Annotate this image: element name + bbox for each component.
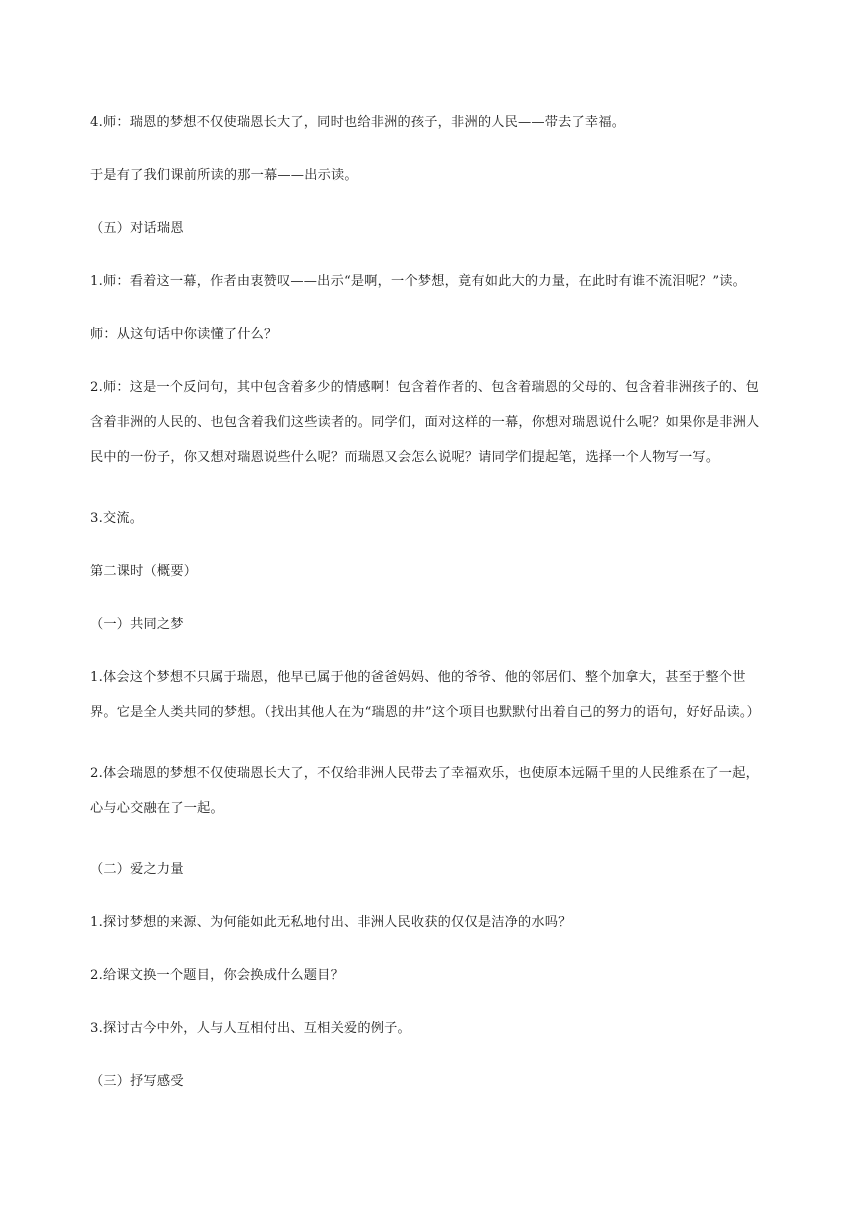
paragraph-teacher-question: 师：从这句话中你读懂了什么？: [90, 327, 278, 342]
section-heading-dialogue: （五）对话瑞恩: [90, 221, 184, 236]
paragraph-dialogue-point-3: 3.交流。: [90, 511, 144, 526]
paragraph-shared-dream-point-2: 2.体会瑞恩的梦想不仅使瑞恩长大了，不仅给非洲人民带去了幸福欢乐，也使原本远隔千里的人民维系在了一起，心与心交融在了一起。: [90, 766, 759, 816]
paragraph-power-point-1: 1.探讨梦想的来源、为何能如此无私地付出、非洲人民收获的仅仅是洁净的水吗？: [90, 915, 572, 930]
document-body: [90, 105, 770, 1117]
paragraph-dialogue-point-1: 1.师：看着这一幕，作者由衷赞叹——出示“是啊，一个梦想，竟有如此大的力量，在此时有谁不流泪呢？”读。: [90, 274, 747, 289]
paragraph-dialogue-point-2: 2.师：这是一个反问句，其中包含着多少的情感啊！包含着作者的、包含着瑞恩的父母的、包含着非洲孩子的、包含着非洲的人民的、也包含着我们这些读者的。同学们，面对这样的一幕，你想对瑞恩说什么呢？如果你是非洲人民中的一份子，你又想对瑞恩说些什么呢？而瑞恩又会怎么说呢？请同学们提起笔，选择一个人物写一写。: [90, 380, 760, 465]
paragraph-teacher-point-4: 4.师：瑞恩的梦想不仅使瑞恩长大了，同时也给非洲的孩子，非洲的人民——带去了幸福。: [90, 115, 626, 130]
section-heading-power-of-love: （二）爱之力量: [90, 862, 184, 877]
lesson-heading-second: 第二课时（概要）: [90, 564, 198, 579]
paragraph-shared-dream-point-1: 1.体会这个梦想不只属于瑞恩，他早已属于他的爸爸妈妈、他的爷爷、他的邻居们、整个加拿大，甚至于整个世界。它是全人类共同的梦想。（找出其他人在为“瑞恩的井”这个项目也默默付出着自己的努力的语句，好好品读。）: [90, 670, 761, 720]
paragraph-power-point-2: 2.给课文换一个题目，你会换成什么题目？: [90, 968, 344, 983]
section-heading-express-feelings: （三）抒写感受: [90, 1074, 184, 1089]
paragraph-reading-scene: 于是有了我们课前所读的那一幕——出示读。: [90, 168, 358, 183]
section-heading-shared-dream: （一）共同之梦: [90, 617, 184, 632]
paragraph-power-point-3: 3.探讨古今中外，人与人互相付出、互相关爱的例子。: [90, 1021, 411, 1036]
